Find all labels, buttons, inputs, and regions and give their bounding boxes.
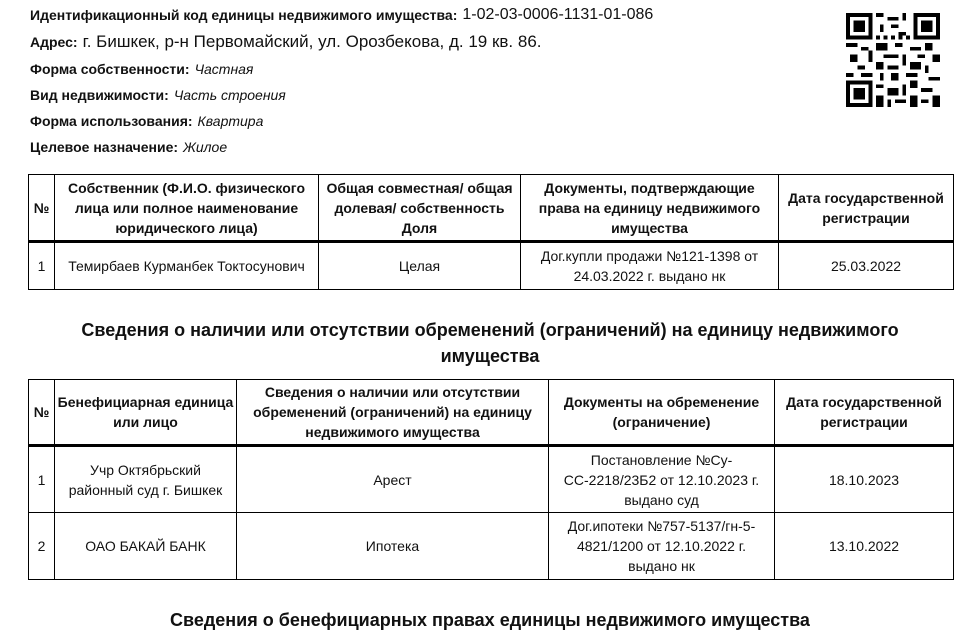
cell-registration-date: 13.10.2022 bbox=[775, 513, 954, 580]
cell-registration-date: 18.10.2023 bbox=[775, 446, 954, 513]
cell-documents: Дог.ипотеки №757-5137/гн-5-4821/1200 от 12.10.2022 г. выдано нк bbox=[549, 513, 775, 580]
ownership-form-value: Частная bbox=[194, 61, 254, 77]
purpose-value: Жилое bbox=[183, 139, 228, 155]
table-row bbox=[29, 513, 954, 580]
beneficiary-section-title: Сведения о бенефициарных правах единицы недвижимого имущества bbox=[170, 610, 810, 630]
header-owner: Собственник (Ф.И.О. физического лица или полное наименование юридического лица) bbox=[55, 175, 319, 242]
cell-number: 1 bbox=[29, 242, 55, 290]
address-value: г. Бишкек, р-н Первомайский, ул. Орозбекова, д. 19 кв. 86. bbox=[82, 32, 542, 51]
usage-form-value: Квартира bbox=[197, 113, 264, 129]
cell-share: Целая bbox=[319, 242, 521, 290]
header-documents: Документы, подтверждающие права на единицу недвижимого имущества bbox=[521, 175, 779, 242]
purpose-row bbox=[30, 134, 653, 160]
header-encumbrance-documents: Документы на обременение (ограничение) bbox=[549, 380, 775, 446]
encumbrance-section-title: Сведения о наличии или отсутствии обременений (ограничений) на единицу недвижимого имущества bbox=[81, 320, 899, 366]
header-number: № bbox=[29, 175, 55, 242]
usage-form-row bbox=[30, 108, 653, 134]
address-label: Адрес: bbox=[30, 34, 78, 50]
property-type-label: Вид недвижимости: bbox=[30, 87, 169, 103]
id-label: Идентификационный код единицы недвижимого имущества: bbox=[30, 7, 458, 23]
cell-encumbrance: Арест bbox=[237, 446, 549, 513]
encumbrance-table-header bbox=[29, 380, 954, 446]
header-registration-date: Дата государственной регистрации bbox=[775, 380, 954, 446]
cell-beneficiary: ОАО БАКАЙ БАНК bbox=[55, 513, 237, 580]
qr-code-icon bbox=[846, 13, 940, 107]
id-row bbox=[30, 2, 653, 28]
cell-registration-date: 25.03.2022 bbox=[779, 242, 954, 290]
ownership-form-label: Форма собственности: bbox=[30, 61, 190, 77]
property-type-row bbox=[30, 82, 653, 108]
ownership-form-row bbox=[30, 56, 653, 82]
cell-beneficiary: Учр Октябрьский районный суд г. Бишкек bbox=[55, 446, 237, 513]
header-encumbrance-info: Сведения о наличии или отсутствии обременений (ограничений) на единицу недвижимого имущества bbox=[237, 380, 549, 446]
header-number: № bbox=[29, 380, 55, 446]
cell-documents: Постановление №Су-СС-2218/23Б2 от 12.10.2023 г. выдано суд bbox=[549, 446, 775, 513]
encumbrance-table bbox=[28, 379, 954, 580]
purpose-label: Целевое назначение: bbox=[30, 139, 179, 155]
usage-form-label: Форма использования: bbox=[30, 113, 193, 129]
cell-documents: Дог.купли продажи №121-1398 от 24.03.2022 г. выдано нк bbox=[521, 242, 779, 290]
address-row bbox=[30, 28, 653, 56]
header-beneficiary: Бенефициарная единица или лицо bbox=[55, 380, 237, 446]
header-ownership-share: Общая совместная/ общая долевая/ собственность Доля bbox=[319, 175, 521, 242]
table-row bbox=[29, 242, 954, 290]
property-info bbox=[30, 2, 653, 160]
cell-encumbrance: Ипотека bbox=[237, 513, 549, 580]
header-registration-date: Дата государственной регистрации bbox=[779, 175, 954, 242]
owners-table-header bbox=[29, 175, 954, 242]
property-type-value: Часть строения bbox=[173, 87, 286, 103]
cell-owner: Темирбаев Курманбек Токтосунович bbox=[55, 242, 319, 290]
table-row bbox=[29, 446, 954, 513]
id-value: 1-02-03-0006-1131-01-086 bbox=[462, 6, 654, 23]
cell-number: 1 bbox=[29, 446, 55, 513]
owners-table bbox=[28, 174, 954, 290]
cell-number: 2 bbox=[29, 513, 55, 580]
